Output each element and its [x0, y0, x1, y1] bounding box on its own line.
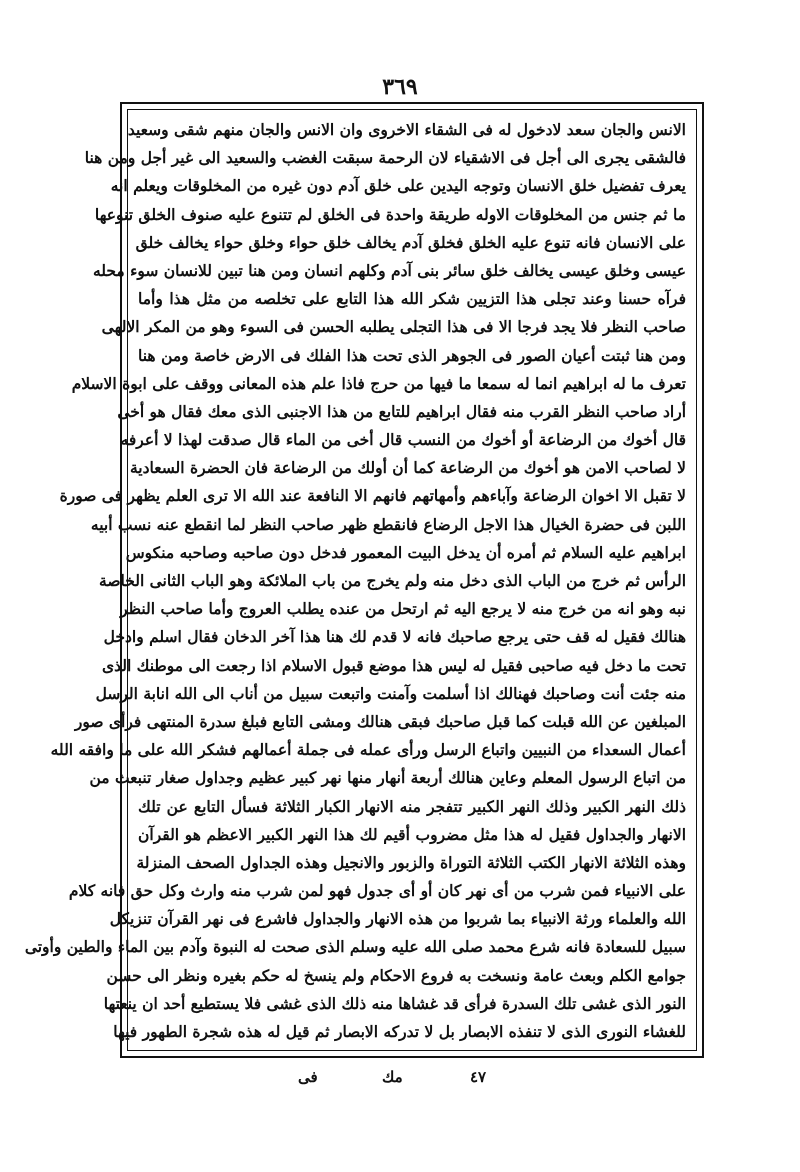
text-line: ومن هنا ثبتت أعيان الصور فى الجوهر الذى تحت هذا الفلك فى الارض خاصة ومن هنا — [138, 345, 686, 365]
text-line: تحت ما دخل فيه صاحبى فقيل له ليس هذا موضع قبول الاسلام اذا رجعت الى موطنك الذى — [101, 655, 686, 675]
main-text-block — [24, 118, 686, 1044]
page-footer — [0, 1068, 800, 1096]
text-line: الانهار والجداول فقيل له هذا مثل مضروب أقيم لك هذا النهر الكبير الاعظم هو القرآن — [138, 824, 686, 844]
text-line: عيسى وخلق عيسى يخالف خلق سائر بنى آدم وكلهم انسان ومن هنا تبين للانسان سوء محله — [92, 260, 686, 280]
text-line: جوامع الكلم وبعث عامة ونسخت به فروع الاحكام ولم ينسخ له حكم بغيره ونظر الى حسن — [106, 965, 686, 985]
text-line: أعمال السعداء من النبيين واتباع الرسل ورأى عمله فى جملة أعمالهم فشكر الله على ما وافقه الله — [50, 740, 686, 760]
text-line: أراد صاحب النظر القرب منه فقال ابراهيم للتابع من هذا الاجنبى الذى معك فقال هو أخى — [117, 401, 686, 421]
text-line: المبلغين عن الله قبلت كما قبل صاحبك فبقى هنالك ومشى التابع فبلغ سدرة المنتهى فرأى صور — [74, 711, 686, 731]
text-line: نبه وهو انه من خرج منه لا يرجع اليه ثم ارتحل من عنده يطلب العروج وأما صاحب النظر — [120, 599, 686, 619]
catchword: فى — [298, 1068, 318, 1086]
text-line: هنالك فقيل له قف حتى يرجع صاحبك فانه لا قدم لك هنا هذا آخر الدخان فقال اسلم وادخل — [103, 627, 686, 647]
text-line: قال أخوك من الرضاعة أو أخوك من النسب قال أخى من الماء قال صدقت لهذا لا أعرفه — [120, 430, 686, 450]
text-line: ما ثم جنس من المخلوقات الاوله طريقة واحدة فى الخلق لم تتنوع عليه صنوف الخلق تنوعها — [94, 204, 686, 224]
page-number: ٣٦٩ — [382, 74, 418, 100]
text-line: على الانبياء فمن شرب من أى نهر كان أو أى جدول فهو لمن شرب منه وارث وكل حق فانه كلام — [68, 881, 686, 901]
text-line: الانس والجان سعد لادخول له فى الشقاء الاخروى وان الانس والجان منهم شقى وسعيد — [127, 120, 686, 139]
text-line: النور الذى غشى تلك السدرة فرأى قد غشاها منه ذلك الذى غشى فلا يستطيع أحد ان ينعتها — [103, 993, 686, 1013]
catchword-mid: مك — [382, 1068, 403, 1086]
text-line: الله والعلماء ورثة الانبياء بما شربوا من هذه الانهار والجداول فاشرع فى نهر القرآن تنزيكل — [109, 909, 686, 929]
text-line: على الانسان فانه تنوع عليه الخلق فخلق آدم يخالف خلق حواء وخلق حواء يخالف خلق — [135, 232, 686, 252]
text-line: ابراهيم عليه السلام ثم أمره أن يدخل البيت المعمور فدخل دون صاحبه وصاحبه منكوس — [125, 542, 686, 562]
text-line: يعرف تفضيل خلق الانسان وتوجه اليدين على خلق آدم دون غيره من المخلوقات ويعلم انه — [110, 176, 686, 196]
text-line: سبيل للسعادة فانه شرع محمد صلى الله عليه وسلم الذى صحت له النبوة وآدم بين الماء والطين وأوتى — [24, 937, 686, 957]
text-line: الرأس ثم خرج من الباب الذى دخل منه ولم يخرج من باب الملائكة وهو الباب الثانى الخاصة — [99, 571, 686, 590]
text-line: تعرف ما له ابراهيم انما له سمعا ما فيها من حرج فاذا علم هذه المعانى ووقف على ابوة الاسلام — [71, 373, 686, 393]
text-line: ذلك النهر الكبير وذلك النهر الكبير تتفجر منه الانهار الكبار الثلاثة فسأل التابع عن تلك — [138, 796, 686, 816]
text-line: من اتباع الرسول المعلم وعاين هنالك أربعة أنهار منها نهر كبير عظيم وجداول صغار تنبعث من — [89, 768, 686, 788]
text-line: لا تقبل الا اخوان الرضاعة وآباءهم وأمهاتهم فانهم الا النافعة عند الله الا ترى العلم يظهر فى صورة — [59, 486, 686, 506]
text-line: منه جئت أنت وصاحبك فهنالك اذا أسلمت وآمنت واتبعت سبيل من أناب الى الله انابة الرسل — [95, 683, 686, 703]
text-line: فالشقى يجرى الى أجل فى الاشقياء لان الرحمة سبقت الغضب والسعيد الى غير أجل ومن هنا — [84, 148, 686, 168]
text-line: فرآه حسنا وعند تجلى هذا التزيين شكر الله هذا التابع على تخلصه من مثل هذا وأما — [138, 289, 686, 309]
text-line: وهذه الثلاثة الانهار الكتب الثلاثة التوراة والزبور والانجيل وهذه الجداول الصحف المنزلة — [136, 852, 686, 872]
signature-mark: ٤٧ — [470, 1068, 487, 1086]
text-line: اللبن فى حضرة الخيال هذا الاجل الرضاع فانقطع ظهر صاحب النظر لما انقطع عنه نسب أبيه — [90, 514, 686, 534]
text-line: لا لصاحب الامن هو أخوك من الرضاعة كما أن أولك من الرضاعة فان الحضرة السعادية — [129, 458, 686, 478]
text-line: للغشاء النورى الذى لا تنفذه الابصار بل لا تدركه الابصار ثم قيل له هذه شجرة الطهور فيها — [113, 1022, 686, 1041]
text-line: صاحب النظر فلا يجد فرجا الا فى هذا التجلى يطلبه الحسن فى السوء وهو من المكر الالهى — [101, 317, 686, 337]
